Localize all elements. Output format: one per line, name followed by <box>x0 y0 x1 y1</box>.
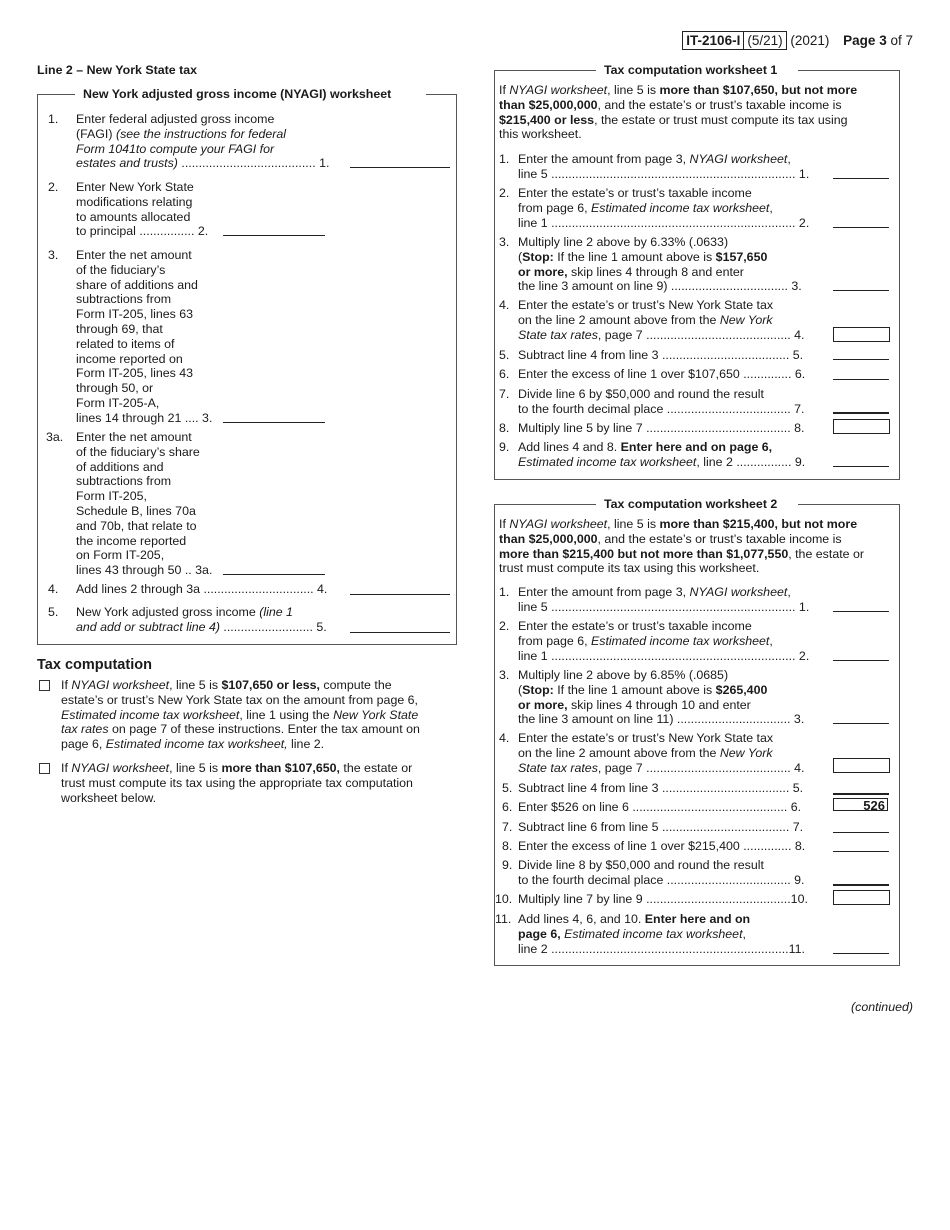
ws1-line-9-text: Add lines 4 and 8. Enter here and on page 6, Estimated income tax worksheet, line 2 ................ 9. <box>518 440 806 469</box>
ws2-line-number: 3. <box>499 668 510 682</box>
ws2-line-7-text: Subtract line 6 from line 5 ..................................... 7. <box>518 820 804 834</box>
ws1-line-number: 9. <box>499 440 510 454</box>
tax-worksheet-2-title: Tax computation worksheet 2 <box>598 497 783 512</box>
nyagi-line-5-text: New York adjusted gross income (line 1 and add or subtract line 4) .......................... 5. <box>76 605 327 634</box>
ws1-line-2-text: Enter the estate’s or trust’s taxable income from page 6, Estimated income tax worksheet, line 1 ....................................................................... 2. <box>518 186 810 230</box>
ws2-line-5-text: Subtract line 4 from line 3 ..................................... 5. <box>518 781 804 795</box>
tax-computation-paragraph-2: If NYAGI worksheet, line 5 is more than $107,650, the estate or trust must compute its tax using the appropriate tax computation worksheet below. <box>61 761 413 805</box>
ws2-line-3-text: Multiply line 2 above by 6.85% (.0685) (Stop: If the line 1 amount above is $265,400 or more, skip lines 4 through 10 and enter the line 3 amount on line 11) ................................. 3. <box>518 668 805 727</box>
nyagi-line-3a-text: Enter the net amount of the fiduciary’s share of additions and subtractions from Form IT-205, Schedule B, lines 70a and 70b, that relate to the income reported on Form IT-205, lines 43 through 50 .. 3a. <box>76 430 213 578</box>
page-number: Page 3 <box>843 33 887 48</box>
ws1-line-number: 5. <box>499 348 510 362</box>
section-title: Line 2 – New York State tax <box>37 63 197 77</box>
nyagi-line-number: 3. <box>48 248 59 262</box>
ws2-line-number: 10. <box>495 892 513 906</box>
ws2-line-number: 8. <box>502 839 513 853</box>
ws1-line-number: 1. <box>499 152 510 166</box>
ws2-line-number: 9. <box>502 858 513 872</box>
nyagi-line-4-entry[interactable] <box>350 594 450 595</box>
nyagi-line-4-text: Add lines 2 through 3a ................................ 4. <box>76 582 328 596</box>
tax-computation-paragraph-1: If NYAGI worksheet, line 5 is $107,650 or less, compute the estate’s or trust’s New York State tax on the amount from page 6, Estimated income tax worksheet, line 1 using the New York State tax rates on page 7 of these instructions. Enter the tax amount on page 6, Estimated income tax worksheet, line 2. <box>61 678 420 752</box>
nyagi-line-1-entry[interactable] <box>350 167 450 168</box>
ws2-line-1-text: Enter the amount from page 3, NYAGI worksheet, line 5 ....................................................................... 1. <box>518 585 810 614</box>
ws1-line-number: 3. <box>499 235 510 249</box>
ws2-intro: If NYAGI worksheet, line 5 is more than $215,400, but not more than $25,000,000, and the estate’s or trust’s taxable income is more than $215,400 but not more than $1,077,550, the estate or trust must compute its tax using this worksheet. <box>499 517 864 576</box>
ws1-line-number: 6. <box>499 367 510 381</box>
ws2-line-number: 5. <box>502 781 513 795</box>
ws1-line-5-text: Subtract line 4 from line 3 ..................................... 5. <box>518 348 804 362</box>
form-id: IT-2106-I <box>682 31 744 50</box>
ws2-line-10-entry[interactable] <box>833 890 890 905</box>
checkbox-107650-or-less[interactable] <box>39 680 50 691</box>
page-header <box>682 34 913 49</box>
ws1-line-2-entry[interactable] <box>833 227 889 228</box>
nyagi-line-3-text: Enter the net amount of the fiduciary’s share of additions and subtractions from Form IT-205, lines 63 through 69, that related to items of income reported on Form IT-205, lines 43 through 50, or Form IT-205-A, lines 14 through 21 .... 3. <box>76 248 213 425</box>
ws2-line-8-entry[interactable] <box>833 851 889 852</box>
ws2-line-8-text: Enter the excess of line 1 over $215,400 .............. 8. <box>518 839 806 853</box>
ws2-line-11-text: Add lines 4, 6, and 10. Enter here and on page 6, Estimated income tax worksheet, line 2 .....................................................................11. <box>518 912 805 956</box>
ws2-line-6-text: Enter $526 on line 6 ............................................. 6. <box>518 800 802 814</box>
nyagi-line-2-entry[interactable] <box>223 235 325 236</box>
tax-worksheet-1-title: Tax computation worksheet 1 <box>598 63 783 78</box>
ws1-line-number: 2. <box>499 186 510 200</box>
ws1-line-3-text: Multiply line 2 above by 6.33% (.0633) (Stop: If the line 1 amount above is $157,650 or more, skip lines 4 through 8 and enter the line 3 amount on line 9) .................................. 3. <box>518 235 802 294</box>
ws1-line-7-text: Divide line 6 by $50,000 and round the result to the fourth decimal place .................................... 7. <box>518 387 805 416</box>
ws1-line-4-text: Enter the estate’s or trust’s New York State tax on the line 2 amount above from the New York State tax rates, page 7 .......................................... 4. <box>518 298 805 342</box>
page-total: of 7 <box>890 33 913 48</box>
ws1-line-7-entry[interactable] <box>833 412 889 414</box>
ws2-line-2-entry[interactable] <box>833 660 889 661</box>
ws2-line-number: 6. <box>502 800 513 814</box>
ws1-line-8-text: Multiply line 5 by line 7 .......................................... 8. <box>518 421 805 435</box>
ws2-line-number: 7. <box>502 820 513 834</box>
form-revision: (5/21) <box>744 31 786 50</box>
nyagi-line-number: 2. <box>48 180 59 194</box>
ws2-line-7-entry[interactable] <box>833 832 889 833</box>
ws1-line-5-entry[interactable] <box>833 359 889 360</box>
nyagi-line-3-entry[interactable] <box>223 422 325 423</box>
ws2-line-number: 11. <box>495 912 512 926</box>
ws1-line-6-entry[interactable] <box>833 379 889 380</box>
ws2-line-5-entry[interactable] <box>833 793 889 795</box>
ws2-line-10-text: Multiply line 7 by line 9 ..........................................10. <box>518 892 808 906</box>
ws2-line-9-text: Divide line 8 by $50,000 and round the result to the fourth decimal place .................................... 9. <box>518 858 805 887</box>
ws1-line-8-entry[interactable] <box>833 419 890 434</box>
ws2-line-6-value[interactable]: 526 <box>833 798 888 811</box>
nyagi-line-number: 1. <box>48 112 59 126</box>
ws2-line-4-text: Enter the estate’s or trust’s New York State tax on the line 2 amount above from the New York State tax rates, page 7 .......................................... 4. <box>518 731 805 775</box>
form-year: (2021) <box>790 33 830 48</box>
ws2-line-2-text: Enter the estate’s or trust’s taxable income from page 6, Estimated income tax worksheet, line 1 ....................................................................... 2. <box>518 619 810 663</box>
ws1-line-4-entry[interactable] <box>833 327 890 342</box>
ws2-line-number: 4. <box>499 731 510 745</box>
ws1-line-number: 7. <box>499 387 510 401</box>
nyagi-line-3a-entry[interactable] <box>223 574 325 575</box>
nyagi-line-number: 5. <box>48 605 59 619</box>
nyagi-line-2-text: Enter New York State modifications relating to amounts allocated to principal ................ 2. <box>76 180 209 239</box>
ws2-line-3-entry[interactable] <box>833 723 889 724</box>
ws1-line-1-entry[interactable] <box>833 178 889 179</box>
ws1-line-3-entry[interactable] <box>833 290 889 291</box>
tax-computation-heading: Tax computation <box>37 657 152 673</box>
ws1-line-number: 4. <box>499 298 510 312</box>
ws2-line-4-entry[interactable] <box>833 758 890 773</box>
nyagi-line-number: 4. <box>48 582 59 596</box>
nyagi-worksheet-title: New York adjusted gross income (NYAGI) worksheet <box>77 87 397 102</box>
ws1-line-6-text: Enter the excess of line 1 over $107,650 .............. 6. <box>518 367 806 381</box>
checkbox-more-than-107650[interactable] <box>39 763 50 774</box>
nyagi-line-number: 3a. <box>46 430 64 444</box>
ws1-line-number: 8. <box>499 421 510 435</box>
nyagi-line-1-text: Enter federal adjusted gross income (FAGI) (see the instructions for federal Form 1041to compute your FAGI for estates and trusts) ....................................... 1. <box>76 112 330 171</box>
ws2-line-number: 2. <box>499 619 510 633</box>
ws2-line-1-entry[interactable] <box>833 611 889 612</box>
ws1-intro: If NYAGI worksheet, line 5 is more than $107,650, but not more than $25,000,000, and the estate’s or trust’s taxable income is $215,400 or less, the estate or trust must compute its tax using this worksheet. <box>499 83 858 142</box>
ws1-line-9-entry[interactable] <box>833 466 889 467</box>
nyagi-line-5-entry[interactable] <box>350 632 450 633</box>
continued-note: (continued) <box>851 1000 913 1014</box>
ws2-line-number: 1. <box>499 585 510 599</box>
ws2-line-11-entry[interactable] <box>833 953 889 954</box>
ws1-line-1-text: Enter the amount from page 3, NYAGI worksheet, line 5 ....................................................................... 1. <box>518 152 810 181</box>
ws2-line-9-entry[interactable] <box>833 884 889 886</box>
